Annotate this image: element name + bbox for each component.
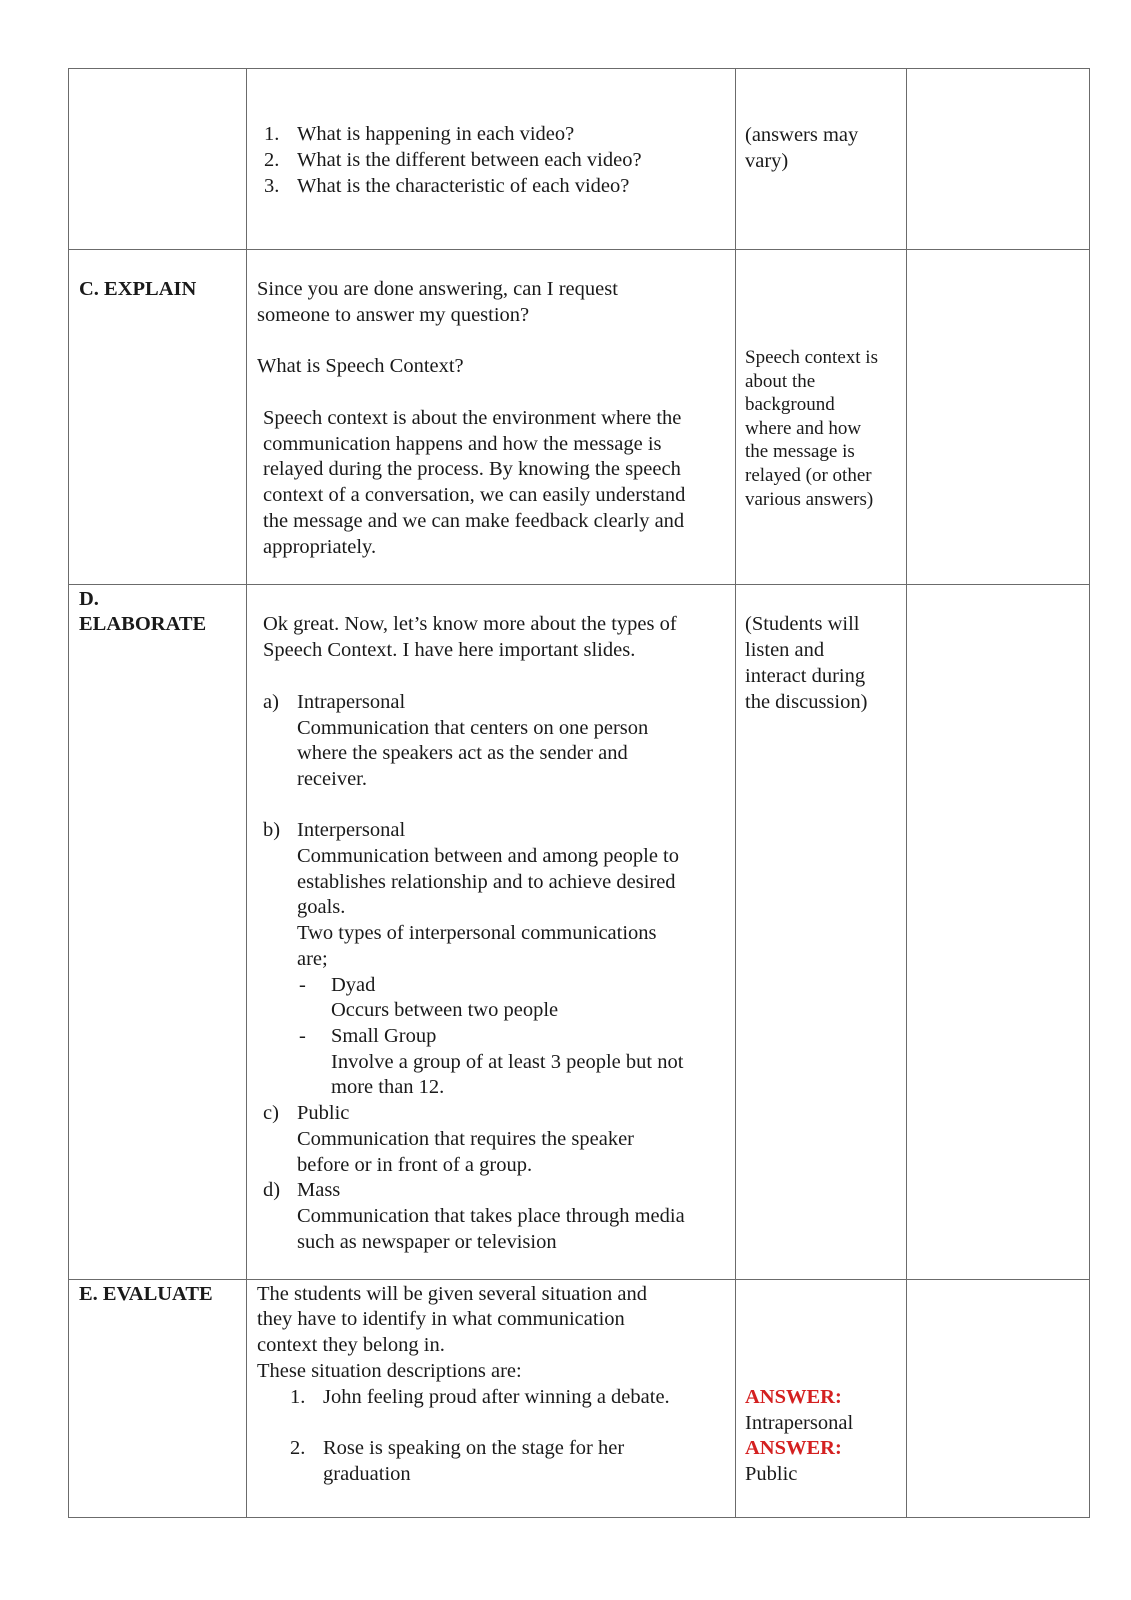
context-description: Communication that requires the speaker bbox=[297, 1128, 635, 1150]
context-type-title: Mass bbox=[297, 1179, 341, 1201]
sub-list-marker: - bbox=[299, 1025, 306, 1047]
context-description: Communication between and among people to bbox=[297, 845, 680, 867]
context-type-title: Intrapersonal bbox=[297, 691, 406, 713]
sub-type-description: Occurs between two people bbox=[331, 999, 559, 1021]
definition-text: Speech context is about the environment where the bbox=[263, 407, 682, 429]
student-response: listen and bbox=[745, 639, 825, 661]
context-type-title: Public bbox=[297, 1102, 350, 1124]
definition-text: communication happens and how the message is bbox=[263, 433, 662, 455]
student-response: the discussion) bbox=[745, 691, 868, 713]
situation-number: 1. bbox=[290, 1386, 306, 1408]
teacher-text: context they belong in. bbox=[257, 1334, 445, 1356]
definition-text: relayed during the process. By knowing the speech bbox=[263, 458, 681, 480]
question-number: 1. bbox=[264, 123, 280, 145]
intro-text: Ok great. Now, let’s know more about the types of bbox=[263, 613, 677, 635]
context-type-title: Interpersonal bbox=[297, 819, 406, 841]
student-response: interact during bbox=[745, 665, 866, 687]
context-description: Communication that centers on one person bbox=[297, 717, 649, 739]
sub-type-description: Involve a group of at least 3 people but not bbox=[331, 1051, 684, 1073]
definition-text: context of a conversation, we can easily understand bbox=[263, 484, 686, 506]
student-response: Speech context is bbox=[745, 347, 878, 368]
context-description: where the speakers act as the sender and bbox=[297, 742, 628, 764]
definition-text: appropriately. bbox=[263, 536, 377, 558]
phase-label: D. bbox=[79, 588, 99, 610]
column-divider bbox=[906, 69, 907, 1517]
question-number: 3. bbox=[264, 175, 280, 197]
phase-label: C. EXPLAIN bbox=[79, 278, 197, 300]
context-description: Communication that takes place through media bbox=[297, 1205, 685, 1227]
student-response: relayed (or other bbox=[745, 465, 872, 486]
context-description: before or in front of a group. bbox=[297, 1154, 533, 1176]
list-marker: d) bbox=[263, 1179, 281, 1201]
column-divider bbox=[735, 69, 736, 1517]
student-response: vary) bbox=[745, 150, 789, 172]
sub-type-description: more than 12. bbox=[331, 1076, 445, 1098]
sub-list-marker: - bbox=[299, 974, 306, 996]
teacher-question: What is Speech Context? bbox=[257, 355, 464, 377]
row-divider bbox=[69, 1279, 1089, 1280]
context-description: goals. bbox=[297, 896, 346, 918]
list-marker: c) bbox=[263, 1102, 279, 1124]
answer-label: ANSWER: bbox=[745, 1386, 842, 1408]
student-response: about the bbox=[745, 371, 816, 392]
situation-text: John feeling proud after winning a debate. bbox=[323, 1386, 670, 1408]
answer-label: ANSWER: bbox=[745, 1437, 842, 1459]
teacher-text: they have to identify in what communication bbox=[257, 1308, 625, 1330]
row-divider bbox=[69, 584, 1089, 585]
definition-text: the message and we can make feedback clearly and bbox=[263, 510, 685, 532]
answer-value: Public bbox=[745, 1463, 798, 1485]
answer-value: Intrapersonal bbox=[745, 1412, 854, 1434]
teacher-text: These situation descriptions are: bbox=[257, 1360, 522, 1382]
intro-text: Speech Context. I have here important slides. bbox=[263, 639, 636, 661]
list-marker: a) bbox=[263, 691, 279, 713]
question-number: 2. bbox=[264, 149, 280, 171]
student-response: (Students will bbox=[745, 613, 860, 635]
student-response: the message is bbox=[745, 441, 855, 462]
question-text: What is the characteristic of each video? bbox=[297, 175, 630, 197]
sub-type-title: Small Group bbox=[331, 1025, 437, 1047]
teacher-text: Since you are done answering, can I request bbox=[257, 278, 618, 300]
situation-text: graduation bbox=[323, 1463, 411, 1485]
question-text: What is the different between each video? bbox=[297, 149, 642, 171]
context-description: Two types of interpersonal communications bbox=[297, 922, 657, 944]
context-description: establishes relationship and to achieve desired bbox=[297, 871, 676, 893]
list-marker: b) bbox=[263, 819, 281, 841]
situation-number: 2. bbox=[290, 1437, 306, 1459]
student-response: various answers) bbox=[745, 489, 874, 510]
column-divider bbox=[246, 69, 247, 1517]
student-response: where and how bbox=[745, 418, 862, 439]
phase-label: E. EVALUATE bbox=[79, 1283, 213, 1305]
row-divider bbox=[69, 249, 1089, 250]
teacher-text: The students will be given several situation and bbox=[257, 1283, 647, 1305]
phase-label: ELABORATE bbox=[79, 613, 207, 635]
situation-text: Rose is speaking on the stage for her bbox=[323, 1437, 625, 1459]
context-description: receiver. bbox=[297, 768, 367, 790]
context-description: are; bbox=[297, 948, 328, 970]
sub-type-title: Dyad bbox=[331, 974, 376, 996]
teacher-text: someone to answer my question? bbox=[257, 304, 530, 326]
question-text: What is happening in each video? bbox=[297, 123, 575, 145]
student-response: (answers may bbox=[745, 124, 859, 146]
student-response: background bbox=[745, 394, 835, 415]
context-description: such as newspaper or television bbox=[297, 1231, 557, 1253]
